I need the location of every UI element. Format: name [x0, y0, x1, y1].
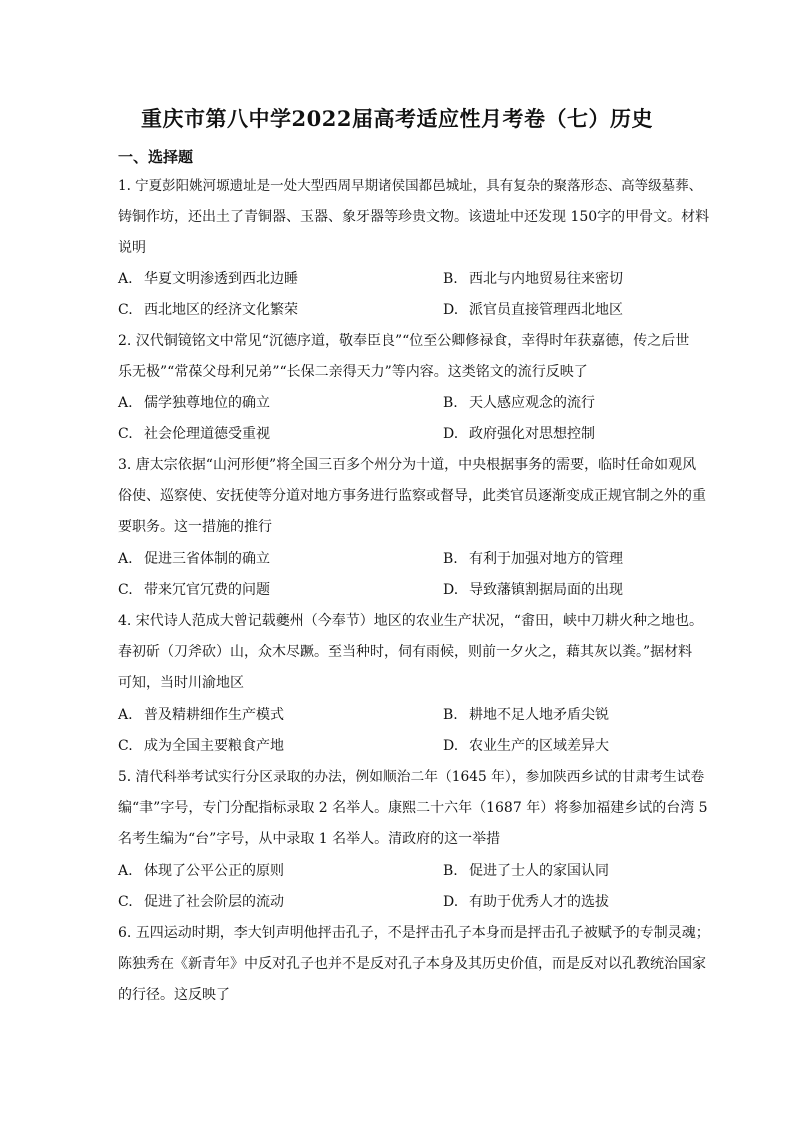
question-3-option-d: D. 导致藩镇割据局面的出现	[443, 582, 623, 598]
question-1-option-a: A. 华夏文明渗透到西北边睡	[118, 271, 298, 287]
question-5-option-d: D. 有助于优秀人才的选拔	[443, 894, 609, 910]
question-1-option-d: D. 派官员直接管理西北地区	[443, 302, 623, 318]
section-heading: 一、选择题	[118, 148, 194, 166]
question-5-option-b: B. 促进了士人的家国认同	[443, 863, 609, 879]
question-1-option-b: B. 西北与内地贸易往来密切	[443, 271, 623, 287]
question-3-option-b: B. 有利于加强对地方的管理	[443, 551, 623, 567]
question-3-line-2: 俗使、巡察使、安抚使等分道对地方事务进行监察或督导，此类官员逐渐变成正规官制之外的重	[118, 488, 706, 504]
question-6-line-2: 陈独秀在《新青年》中反对孔子也并不是反对孔子本身及其历史价值，而是反对以孔教统治国家	[118, 956, 706, 972]
question-5-option-c: C. 促进了社会阶层的流动	[118, 894, 284, 910]
question-3-line-1: 3. 唐太宗依据“山河形便”将全国三百多个州分为十道，中央根据事务的需要，临时任命如观风	[118, 457, 697, 473]
question-1-option-c: C. 西北地区的经济文化繁荣	[118, 302, 298, 318]
question-2-option-a: A. 儒学独尊地位的确立	[118, 395, 270, 411]
question-4-option-c: C. 成为全国主要粮食产地	[118, 738, 284, 754]
question-3-option-a: A. 促进三省体制的确立	[118, 551, 270, 567]
question-5-line-3: 名考生编为“台”字号，从中录取 1 名举人。清政府的这一举措	[118, 831, 501, 847]
question-1-line-2: 铸铜作坊，还出土了青铜器、玉器、象牙器等珍贵文物。该遗址中还发现 150字的甲骨文。材料	[118, 209, 710, 225]
question-1-line-1: 1. 宁夏彭阳姚河塬遗址是一处大型西周早期诸侯国都邑城址，具有复杂的聚落形态、高等级墓葬、	[118, 178, 703, 194]
question-2-option-b: B. 天人感应观念的流行	[443, 395, 595, 411]
question-4-option-b: B. 耕地不足人地矛盾尖锐	[443, 707, 609, 723]
question-4-line-3: 可知，当时川渝地区	[118, 675, 244, 691]
question-2-option-c: C. 社会伦理道德受重视	[118, 426, 270, 442]
question-6-line-3: 的行径。这反映了	[118, 987, 230, 1003]
question-4-option-a: A. 普及精耕细作生产模式	[118, 707, 284, 723]
question-2-option-d: D. 政府强化对思想控制	[443, 426, 595, 442]
question-5-line-1: 5. 清代科举考试实行分区录取的办法，例如顺治二年（1645 年），参加陕西乡试的甘肃考生试卷	[118, 769, 705, 785]
question-3-option-c: C. 带来冗官冗费的问题	[118, 582, 270, 598]
question-5-option-a: A. 体现了公平公正的原则	[118, 863, 284, 879]
question-4-line-2: 春初斫（刀斧砍）山，众木尽蹶。至当种时，伺有雨候，则前一夕火之，藉其灰以粪。”据材料	[118, 644, 693, 660]
question-5-line-2: 编“聿”字号，专门分配指标录取 2 名举人。康熙二十六年（1687 年）将参加福建乡试的台湾 5	[118, 800, 708, 816]
question-2-line-1: 2. 汉代铜镜铭文中常见“沉德序道，敬奉臣良”“位至公卿修禄食，幸得时年获嘉德，传之后世	[118, 333, 690, 349]
page-title: 重庆市第八中学2022届高考适应性月考卷（七）历史	[141, 106, 653, 131]
question-4-option-d: D. 农业生产的区域差异大	[443, 738, 609, 754]
question-4-line-1: 4. 宋代诗人范成大曾记载夔州（今奉节）地区的农业生产状况，“畬田，峡中刀耕火种之地也。	[118, 613, 703, 629]
question-6-line-1: 6. 五四运动时期，李大钊声明他抨击孔子，不是抨击孔子本身而是抨击孔子被赋予的专制灵魂；	[118, 925, 710, 941]
question-1-line-3: 说明	[118, 240, 146, 256]
question-2-line-2: 乐无极”“常葆父母利兄弟”“长保二亲得天力”等内容。这类铭文的流行反映了	[118, 364, 588, 380]
question-3-line-3: 要职务。这一措施的推行	[118, 519, 272, 535]
